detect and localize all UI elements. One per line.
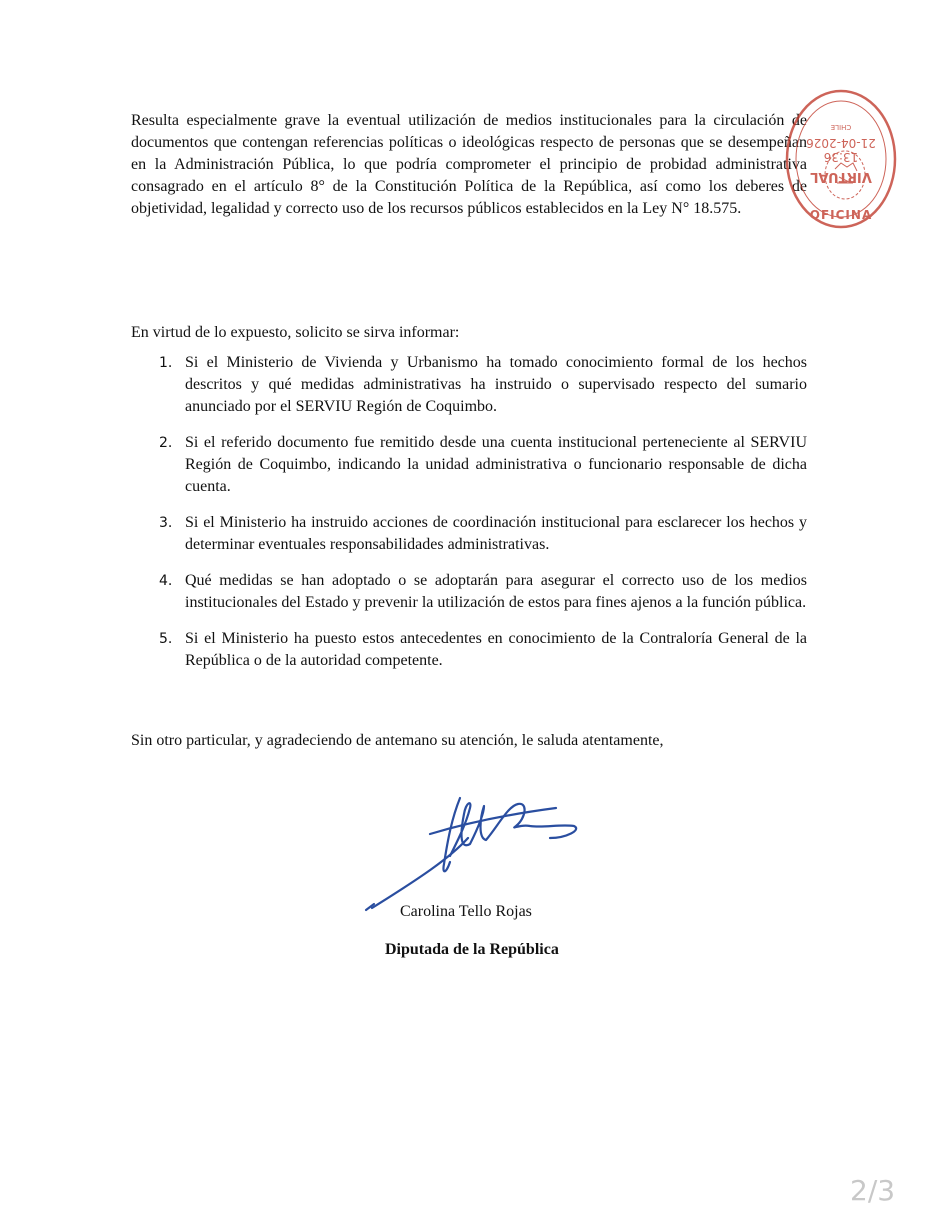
request-number: 1. <box>159 355 173 371</box>
stamp-text-top: VIRTUAL <box>810 169 872 184</box>
stamp-country: CHILE <box>830 123 852 131</box>
signer-name: Carolina Tello Rojas <box>400 903 532 920</box>
stamp-text-bottom: OFICINA <box>809 208 873 222</box>
signer-title: Diputada de la República <box>385 941 559 958</box>
request-text: Si el Ministerio de Vivienda y Urbanismo ha tomado conocimiento formal de los hechos descritos y qué medidas administrativas ha instruido o supervisado respecto del sumario anunciado por el SERVIU Región de Coquimbo. <box>185 354 807 415</box>
request-text: Si el referido documento fue remitido desde una cuenta institucional perteneciente al SERVIU Región de Coquimbo, indicando la unidad administrativa o funcionario responsable de dicha cuenta. <box>185 434 807 495</box>
request-item <box>131 512 807 556</box>
request-item <box>131 432 807 498</box>
stamp-time: 13:36 <box>823 150 859 164</box>
request-item <box>131 628 807 672</box>
request-text: Si el Ministerio ha instruido acciones de coordinación institucional para esclarecer los hechos y determinar eventuales responsabilidades administrativas. <box>185 514 807 553</box>
request-number: 4. <box>159 573 173 589</box>
request-number: 3. <box>159 515 173 531</box>
request-text: Si el Ministerio ha puesto estos antecedentes en conocimiento de la Contraloría General de la República o de la autoridad competente. <box>185 630 807 669</box>
request-number: 5. <box>159 631 173 647</box>
request-item <box>131 352 807 418</box>
body-paragraph: Resulta especialmente grave la eventual utilización de medios institucionales para la circulación de documentos que contengan referencias políticas o ideológicas respecto de personas que se desempeñan en la Administración Pública, lo que podría comprometer el principio de probidad administrativa consagrado en el artículo 8° de la Constitución Política de la República, así como los deberes de objetividad, legalidad y correcto uso de los recursos públicos establecidos en la Ley N° 18.575. <box>131 112 807 217</box>
request-item <box>131 570 807 614</box>
office-stamp <box>773 83 897 231</box>
page-number: 2/3 <box>850 1174 896 1207</box>
closing-line: Sin otro particular, y agradeciendo de antemano su atención, le saluda atentamente, <box>131 732 664 749</box>
request-number: 2. <box>159 435 173 451</box>
request-intro: En virtud de lo expuesto, solicito se sirva informar: <box>131 324 460 341</box>
request-text: Qué medidas se han adoptado o se adoptarán para asegurar el correcto uso de los medios institucionales del Estado y prevenir la utilización de estos para fines ajenos a la función pública. <box>185 572 807 611</box>
stamp-date: 21-04-2026 <box>806 136 876 150</box>
request-list <box>131 352 807 686</box>
signature-image <box>360 778 590 918</box>
